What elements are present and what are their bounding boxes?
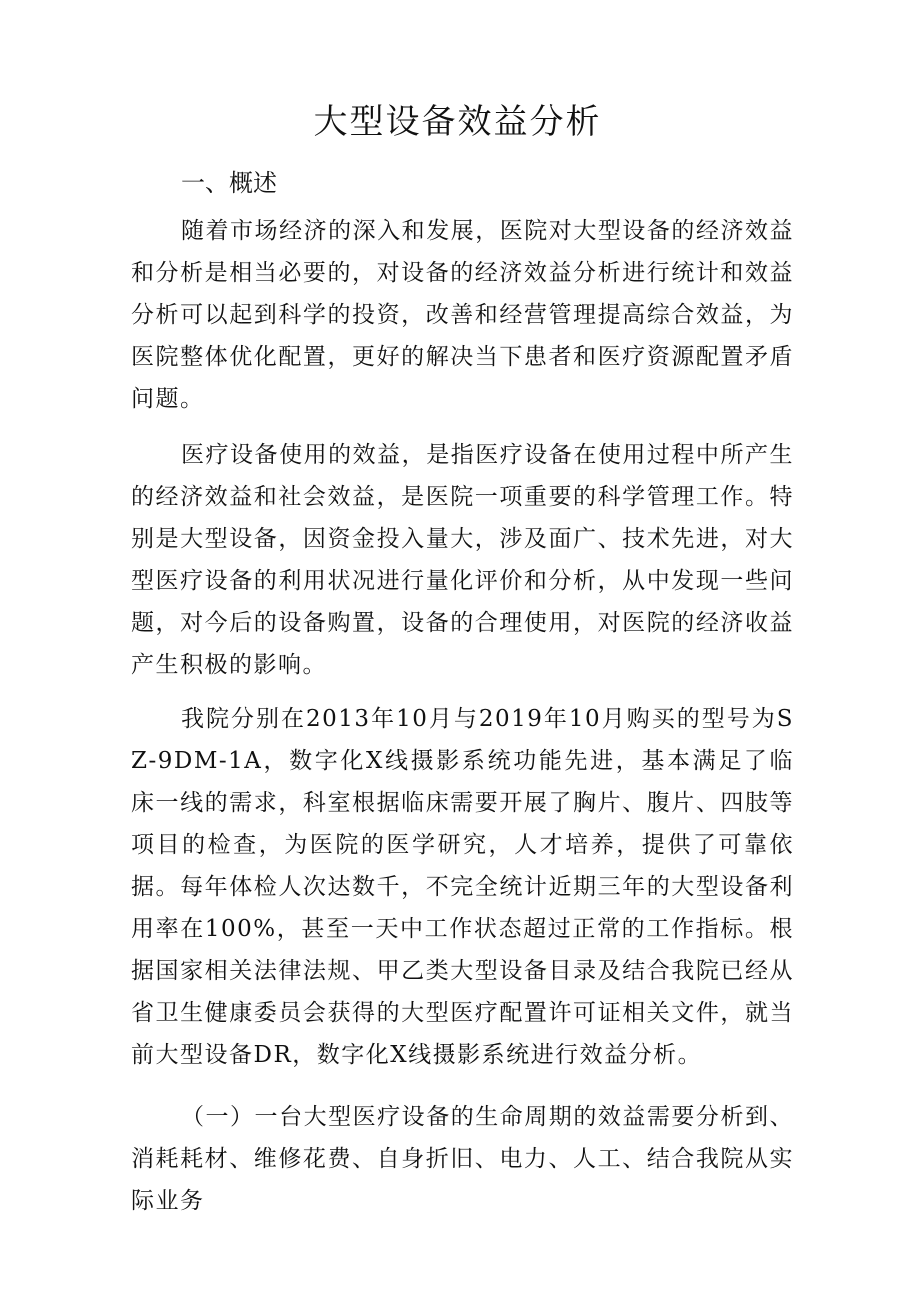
document-title: 大型设备效益分析: [313, 102, 602, 142]
paragraph-intro: 随着市场经济的深入和发展，医院对大型设备的经济效益和分析是相当必要的，对设备的经济效益分析进行统计和效益分析可以起到科学的投资，改善和经营管理提高综合效益，为医院整体优化配置，更好的解决当下患者和医疗资源配置矛盾问题。: [131, 218, 794, 412]
paragraph-lifecycle-analysis: （一）一台大型医疗设备的生命周期的效益需要分析到、消耗耗材、维修花费、自身折旧、电力、人工、结合我院从实际业务: [131, 1104, 794, 1214]
paragraph-hospital-equipment: 我院分别在2013年10月与2019年10月购买的型号为SZ-9DM-1A，数字化X线摄影系统功能先进，基本满足了临床一线的需求，科室根据临床需要开展了胸片、腹片、四肢等项目的检查，为医院的医学研究，人才培养，提供了可靠依据。每年体检人次达数千，不完全统计近期三年的大型设备利用率在100%，甚至一天中工作状态超过正常的工作指标。根据国家相关法律法规、甲乙类大型设备目录及结合我院已经从省卫生健康委员会获得的大型医疗配置许可证相关文件，就当前大型设备DR，数字化X线摄影系统进行效益分析。: [131, 706, 794, 1068]
section-heading-overview: 一、概述: [181, 169, 277, 197]
paragraph-benefit-definition: 医疗设备使用的效益，是指医疗设备在使用过程中所产生的经济效益和社会效益，是医院一项重要的科学管理工作。特别是大型设备，因资金投入量大，涉及面广、技术先进，对大型医疗设备的利用状况进行量化评价和分析，从中发现一些问题，对今后的设备购置，设备的合理使用，对医院的经济收益产生积极的影响。: [131, 442, 794, 678]
